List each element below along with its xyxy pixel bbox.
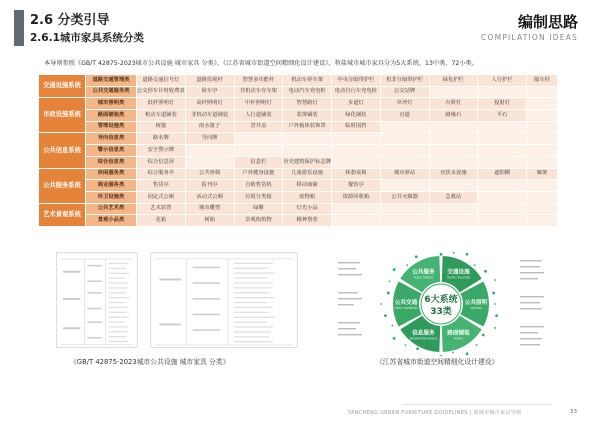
item-cell: 公交站牌: [381, 87, 429, 98]
decorative-dot: [387, 292, 390, 295]
item-cell: 候车亭: [186, 87, 234, 98]
item-cell: 电动自行车充电桩: [332, 87, 380, 98]
item-cell: 花箱: [137, 215, 185, 226]
item-cell: 非机动车存车架: [235, 87, 283, 98]
item-cell: 窨井盖: [235, 122, 283, 133]
decorative-dot: [474, 264, 476, 266]
category-cell: 路面铺装类: [86, 110, 136, 121]
decorative-dot: [393, 268, 396, 271]
wheel-segment-english: TRAFFIC FACILITIES: [447, 276, 470, 280]
item-cell: 公共座椅: [186, 169, 234, 180]
table-row: [39, 87, 557, 98]
empty-cell: [527, 133, 557, 144]
left-caption: 《GB/T 42875-2023城市公共设施 城市家具 分类》: [70, 358, 230, 366]
empty-cell: [430, 180, 478, 191]
item-cell: 信息栏: [235, 157, 283, 168]
item-cell: 公交停车计时收费表: [137, 87, 185, 98]
empty-cell: [478, 180, 526, 191]
empty-cell: [527, 110, 557, 121]
item-cell: 售货亭: [137, 180, 185, 191]
item-cell: 非机动车道铺装: [186, 110, 234, 121]
decorative-dot: [466, 352, 469, 355]
system-cell: 交通设施系统: [39, 75, 85, 97]
item-cell: 综合服务亭: [137, 169, 185, 180]
item-cell: 道路交通信号灯: [137, 75, 185, 86]
furniture-classification-table: [38, 74, 558, 227]
item-cell: 历史建筑保护标志牌: [283, 157, 331, 168]
item-cell: 综合信息屏: [137, 157, 185, 168]
footer-divider: [402, 404, 552, 405]
decorative-dot: [494, 279, 496, 281]
empty-cell: [478, 157, 526, 168]
item-cell: 树箱: [186, 215, 234, 226]
item-cell: 导向牌: [186, 133, 234, 144]
item-cell: 道路监视杆: [186, 75, 234, 86]
empty-cell: [332, 145, 380, 156]
wheel-segment-english: PUBLIC SERVICE: [413, 276, 434, 280]
item-cell: 资源回收箱: [332, 192, 380, 203]
item-cell: 活动式公厕: [186, 192, 234, 203]
item-cell: 灯光小品: [283, 204, 331, 215]
item-cell: 树篦: [137, 122, 185, 133]
wheel-segment-english: INFORMATION SERVICE: [409, 337, 438, 341]
empty-cell: [332, 133, 380, 144]
page-title-english: COMPILATION IDEAS: [481, 33, 578, 42]
table-row: [39, 169, 557, 180]
empty-cell: [478, 122, 526, 133]
decorative-dot: [476, 344, 478, 346]
item-cell: 平石: [478, 110, 526, 121]
intro-paragraph: 本导则参照《GB/T 42875-2023城市公共设施 城市家具 分类》、《江苏省城市街道空间精细化设计建设》，将盐城市城市家具分为5大系统、13中类、72小类。: [44, 60, 478, 67]
item-cell: 智慧多功能杆: [235, 75, 283, 86]
wheel-segment-label: 交通设施: [447, 269, 470, 276]
table-row: [39, 204, 557, 215]
category-cell: 公共艺术类: [86, 204, 136, 215]
category-cell: 警示信息类: [86, 145, 136, 156]
item-cell: 户外健身设施: [235, 169, 283, 180]
decorative-dot: [494, 327, 496, 329]
page-header: [0, 0, 600, 48]
empty-cell: [478, 204, 526, 215]
category-cell: 公共交通服务类: [86, 87, 136, 98]
item-cell: 路名牌: [137, 133, 185, 144]
item-cell: 人行护栏: [478, 75, 526, 86]
item-cell: 废物箱: [283, 192, 331, 203]
item-cell: 绿雕: [235, 204, 283, 215]
table-row: [39, 192, 557, 203]
empty-cell: [381, 133, 429, 144]
system-cell: 市政设施系统: [39, 98, 85, 132]
category-cell: 商业服务类: [86, 180, 136, 191]
system-cell: 公共信息系统: [39, 133, 85, 167]
item-cell: 城市雕塑: [186, 204, 234, 215]
item-cell: 电动汽车充电桩: [283, 87, 331, 98]
decorative-dot: [482, 334, 485, 337]
empty-cell: [478, 145, 526, 156]
empty-cell: [527, 215, 557, 226]
category-cell: 城市照明类: [86, 98, 136, 109]
table-row: [39, 180, 557, 191]
empty-cell: [283, 145, 331, 156]
wheel-segment-english: PAVING: [454, 337, 463, 341]
item-cell: 垃圾分类箱: [235, 192, 283, 203]
decorative-dot: [494, 303, 496, 305]
item-cell: 城市驿站: [381, 169, 429, 180]
table-row: [39, 122, 557, 133]
table-row: [39, 110, 557, 121]
category-cell: 道路交通管理类: [86, 75, 136, 86]
table-row: [39, 215, 557, 226]
item-cell: 人行道铺装: [235, 110, 283, 121]
item-cell: 机非分隔带护栏: [381, 75, 429, 86]
empty-cell: [478, 192, 526, 203]
table-row: [39, 98, 557, 109]
systems-wheel-diagram: [336, 252, 546, 356]
category-cell: 休闲服务类: [86, 169, 136, 180]
wheel-segment-label: 公共照明: [464, 300, 488, 306]
item-cell: 盲道: [381, 110, 429, 121]
wheel-center-title: 6大系统: [424, 295, 458, 305]
item-cell: 休憩桌椅: [332, 169, 380, 180]
item-cell: 装饰铺装: [283, 110, 331, 121]
empty-cell: [527, 157, 557, 168]
decorative-dot: [391, 325, 393, 327]
empty-cell: [527, 98, 557, 109]
tree-diagram-thumbnail-2: [151, 253, 297, 347]
empty-cell: [478, 133, 526, 144]
empty-cell: [478, 87, 526, 98]
wheel-segment-english: PUBLIC TRANSPORT: [394, 307, 418, 310]
empty-cell: [430, 204, 478, 215]
empty-cell: [381, 122, 429, 133]
item-cell: 低杆照明灯: [137, 98, 185, 109]
item-cell: 报刊亭: [186, 180, 234, 191]
decorative-dot: [416, 347, 419, 350]
decorative-dot: [452, 352, 454, 354]
empty-cell: [430, 87, 478, 98]
category-cell: 管理设施类: [86, 122, 136, 133]
item-cell: 中央分隔带护栏: [332, 75, 380, 86]
reference-table-thumbnail-1: [56, 252, 138, 348]
item-cell: 步道灯: [332, 98, 380, 109]
wheel-segment-label: 公共交通: [394, 300, 418, 306]
empty-cell: [430, 122, 478, 133]
empty-cell: [332, 157, 380, 168]
item-cell: 机动车道铺装: [137, 110, 185, 121]
item-cell: 高杆照明灯: [186, 98, 234, 109]
item-cell: 自助售货机: [235, 180, 283, 191]
item-cell: 临时围挡: [332, 122, 380, 133]
empty-cell: [478, 215, 526, 226]
empty-cell: [381, 204, 429, 215]
wheel-center-sub: 33类: [430, 307, 452, 317]
empty-cell: [430, 145, 478, 156]
decorative-dot: [384, 314, 387, 317]
empty-cell: [332, 215, 380, 226]
empty-cell: [235, 145, 283, 156]
item-cell: 隔车柱: [527, 75, 557, 86]
decorative-dot: [453, 252, 455, 254]
section-title: 2.6 分类引导: [30, 13, 110, 28]
table-row: [39, 157, 557, 168]
item-cell: 智慧路灯: [283, 98, 331, 109]
category-cell: 景观小品类: [86, 215, 136, 226]
empty-cell: [430, 215, 478, 226]
item-cell: 遮阳棚: [478, 169, 526, 180]
item-cell: 路缘石: [430, 110, 478, 121]
decorative-dot: [380, 303, 382, 305]
item-cell: 安全警示牌: [137, 145, 185, 156]
empty-cell: [186, 157, 234, 168]
item-cell: 直饮水设施: [430, 169, 478, 180]
empty-cell: [527, 87, 557, 98]
wheel-segment-english: LIGHTING: [470, 307, 482, 310]
item-cell: 固定式公厕: [137, 192, 185, 203]
reference-table-thumbnail-2: [150, 252, 298, 348]
item-cell: 精神堡垒: [283, 215, 331, 226]
item-cell: 移动商铺: [283, 180, 331, 191]
empty-cell: [527, 145, 557, 156]
item-cell: 廊架: [527, 169, 557, 180]
empty-cell: [527, 180, 557, 191]
decorative-dot: [405, 344, 407, 346]
decorative-dot: [393, 337, 396, 340]
item-cell: 雨水篦子: [186, 122, 234, 133]
item-cell: 景观构筑物: [235, 215, 283, 226]
decorative-dot: [406, 264, 408, 266]
table-row: [39, 145, 557, 156]
empty-cell: [235, 133, 283, 144]
item-cell: 绿化铺装: [332, 110, 380, 121]
item-cell: 台阶灯: [430, 98, 478, 109]
empty-cell: [527, 192, 557, 203]
wheel-segment-label: 信息服务: [412, 330, 435, 337]
category-cell: 导向信息类: [86, 133, 136, 144]
decorative-dot: [415, 255, 418, 258]
category-cell: 综合信息类: [86, 157, 136, 168]
item-cell: 艺术装置: [137, 204, 185, 215]
system-cell: 艺术景观系统: [39, 204, 85, 226]
table-row: [39, 75, 557, 86]
empty-cell: [283, 133, 331, 144]
item-cell: 公共灭烟器: [381, 192, 429, 203]
item-cell: 儿童游乐设施: [283, 169, 331, 180]
empty-cell: [430, 157, 478, 168]
empty-cell: [527, 122, 557, 133]
empty-cell: [381, 180, 429, 191]
item-cell: 机动车停车架: [283, 75, 331, 86]
decorative-dot: [389, 280, 391, 282]
section-accent-block: [14, 10, 24, 46]
empty-cell: [186, 145, 234, 156]
page-title: 编制思路: [517, 13, 578, 31]
decorative-dot: [484, 270, 487, 273]
item-cell: 户外箱体装饰罩: [283, 122, 331, 133]
footer-text: YANCHENG URBAN FURNITURE GUIDELINES | 盐城市城市家具导则: [348, 410, 522, 416]
system-cell: 公共服务系统: [39, 169, 85, 203]
item-cell: 草坪灯: [381, 98, 429, 109]
page-number: 33: [570, 409, 577, 415]
category-cell: 环卫设施类: [86, 192, 136, 203]
empty-cell: [332, 204, 380, 215]
wheel-segment-label: 路面铺装: [447, 330, 470, 337]
decorative-dot: [440, 253, 443, 256]
decorative-dot: [492, 292, 495, 295]
empty-cell: [430, 133, 478, 144]
item-cell: 绿化护栏: [430, 75, 478, 86]
table-row: [39, 133, 557, 144]
tree-diagram-thumbnail: [57, 253, 137, 347]
empty-cell: [381, 145, 429, 156]
item-cell: 投射灯: [478, 98, 526, 109]
sub-section-title: 2.6.1城市家具系统分类: [30, 32, 144, 44]
right-caption: 《江苏省城市街道空间精细化设计建设》: [376, 358, 499, 366]
empty-cell: [381, 157, 429, 168]
empty-cell: [381, 215, 429, 226]
decorative-dot: [466, 253, 469, 256]
item-cell: 急救站: [430, 192, 478, 203]
item-cell: 中杆照明灯: [235, 98, 283, 109]
item-cell: 餐饮亭: [332, 180, 380, 191]
decorative-dot: [495, 314, 498, 317]
empty-cell: [527, 204, 557, 215]
wheel-segment-label: 公共服务: [412, 269, 435, 276]
